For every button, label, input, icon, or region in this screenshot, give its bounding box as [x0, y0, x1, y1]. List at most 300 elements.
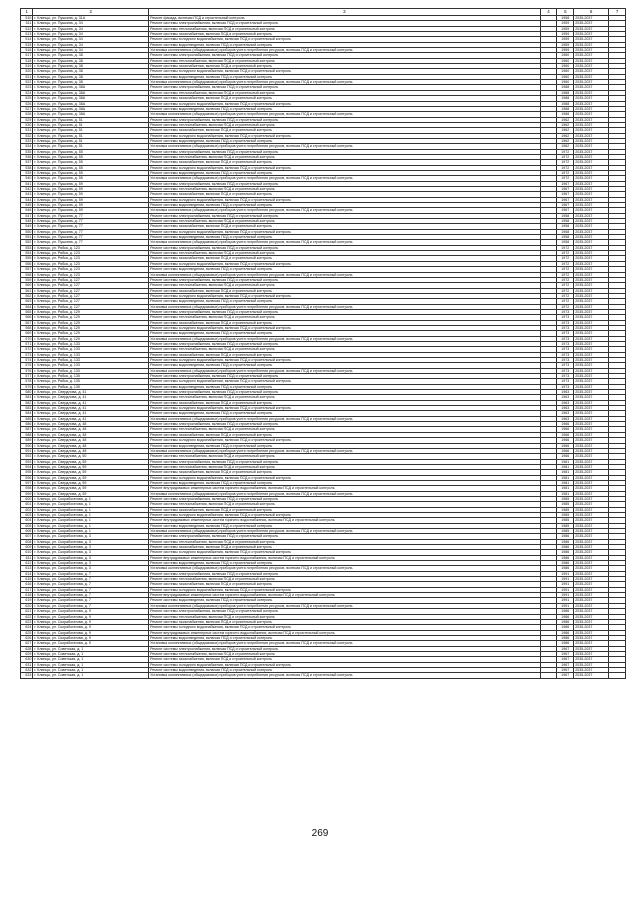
address-cell: г. Клинцы, ул. Свердлова, д. 59	[33, 464, 149, 469]
work-type-cell: Ремонт системы холодного водоснабжения, включая ПСД и строительный контроль	[149, 550, 540, 555]
row-number-cell: 513	[21, 32, 33, 37]
address-cell: г. Клинцы, ул. Свердлова, д. 48	[33, 438, 149, 443]
address-cell: г. Клинцы, ул. Пушкина, д. 77	[33, 240, 149, 245]
period-cell: 2035-2037	[574, 416, 609, 421]
work-type-cell: Установка коллективных (общедомовых) приборов учета потребления ресурсов, включая ПСД и строительный контроль	[149, 176, 540, 181]
row-number-cell: 510	[21, 16, 33, 21]
period-cell: 2035-2037	[574, 470, 609, 475]
address-cell: г. Клинцы, ул. Свердлова, д. 41	[33, 395, 149, 400]
period-cell: 2035-2037	[574, 58, 609, 63]
period-cell: 2035-2037	[574, 582, 609, 587]
work-type-cell: Ремонт системы холодного водоснабжения, включая ПСД и строительный контроль	[149, 229, 540, 234]
period-cell: 2035-2037	[574, 507, 609, 512]
year-cell: 1988	[557, 112, 574, 117]
row-number-cell: 518	[21, 58, 33, 63]
year-cell: 1959	[557, 26, 574, 31]
year-cell: 1991	[557, 603, 574, 608]
year-cell: 1960	[557, 74, 574, 79]
year-cell: 1986	[557, 619, 574, 624]
row-number-cell: 512	[21, 26, 33, 31]
row-number-cell: 569	[21, 331, 33, 336]
year-cell: 1981	[557, 491, 574, 496]
row-number-cell: 533	[21, 138, 33, 143]
address-cell: г. Клинцы, ул. Скорабогатова, д. 7	[33, 577, 149, 582]
row-number-cell: 603	[21, 512, 33, 517]
year-cell: 1986	[557, 550, 574, 555]
row-number-cell: 628	[21, 646, 33, 651]
row-number-cell: 558	[21, 272, 33, 277]
period-cell: 2035-2037	[574, 566, 609, 571]
address-cell: г. Клинцы, ул. Свердлова, д. 41	[33, 390, 149, 395]
year-cell: 1991	[557, 571, 574, 576]
period-cell: 2035-2037	[574, 16, 609, 21]
row-number-cell: 555	[21, 256, 33, 261]
address-cell: г. Клинцы, ул. Рябка, д. 123	[33, 267, 149, 272]
row-number-cell: 593	[21, 459, 33, 464]
period-cell: 2035-2037	[574, 539, 609, 544]
address-cell: г. Клинцы, ул. Свердлова, д. 48	[33, 422, 149, 427]
year-cell: 1991	[557, 587, 574, 592]
work-type-cell: Ремонт системы холодного водоснабжения, включая ПСД и строительный контроль	[149, 662, 540, 667]
row-number-cell: 618	[21, 593, 33, 598]
work-type-cell: Ремонт системы холодного водоснабжения, включая ПСД и строительный контроль	[149, 261, 540, 266]
period-cell: 2035-2037	[574, 304, 609, 309]
work-type-cell: Установка коллективных (общедомовых) приборов учета потребления ресурсов, включая ПСД и строительный контроль	[149, 80, 540, 85]
year-cell: 1981	[557, 486, 574, 491]
address-cell: г. Клинцы, ул. Пушкина, д. 51	[33, 128, 149, 133]
work-type-cell: Ремонт системы холодного водоснабжения, включая ПСД и строительный контроль	[149, 379, 540, 384]
row-number-cell: 595	[21, 470, 33, 475]
address-cell: г. Клинцы, ул. Рябка, д. 133	[33, 368, 149, 373]
period-cell: 2035-2037	[574, 192, 609, 197]
year-cell: 1967	[557, 197, 574, 202]
year-cell: 1986	[557, 561, 574, 566]
period-cell: 2035-2037	[574, 603, 609, 608]
work-type-cell: Ремонт системы водоотведения, включая ПСД и строительный контроль	[149, 331, 540, 336]
period-cell: 2035-2037	[574, 432, 609, 437]
year-cell: 1960	[557, 80, 574, 85]
work-type-cell: Ремонт системы электроснабжения, включая ПСД и строительный контроль	[149, 245, 540, 250]
period-cell: 2035-2037	[574, 256, 609, 261]
work-type-cell: Ремонт системы теплоснабжения, включая ПСД и строительный контроль	[149, 651, 540, 656]
address-cell: г. Клинцы, ул. Скорабогатова, д. 7	[33, 571, 149, 576]
period-cell: 2035-2037	[574, 170, 609, 175]
year-cell: 1973	[557, 331, 574, 336]
period-cell: 2035-2037	[574, 320, 609, 325]
year-cell: 1958	[557, 229, 574, 234]
row-number-cell: 624	[21, 625, 33, 630]
header-col-5: 5	[557, 9, 574, 16]
address-cell: г. Клинцы, ул. Советская, д. 1	[33, 657, 149, 662]
row-number-cell: 614	[21, 571, 33, 576]
work-type-cell: Ремонт системы электроснабжения, включая ПСД и строительный контроль	[149, 609, 540, 614]
work-type-cell: Установка коллективных (общедомовых) приборов учета потребления ресурсов, включая ПСД и строительный контроль	[149, 448, 540, 453]
work-type-cell: Ремонт системы теплоснабжения, включая ПСД и строительный контроль	[149, 614, 540, 619]
year-cell: 1958	[557, 213, 574, 218]
row-number-cell: 625	[21, 630, 33, 635]
work-type-cell: Ремонт системы газоснабжения, включая ПСД и строительный контроль	[149, 64, 540, 69]
year-cell: 1966	[557, 448, 574, 453]
address-cell: г. Клинцы, ул. Рябка, д. 127	[33, 293, 149, 298]
work-type-cell: Ремонт внутридомовых инженерных систем горячего водоснабжения, включая ПСД и строительный контроль	[149, 555, 540, 560]
work-type-cell: Ремонт системы холодного водоснабжения, включая ПСД и строительный контроль	[149, 438, 540, 443]
row-number-cell: 514	[21, 37, 33, 42]
period-cell: 2035-2037	[574, 619, 609, 624]
work-type-cell: Ремонт системы холодного водоснабжения, включая ПСД и строительный контроль	[149, 165, 540, 170]
year-cell: 1958	[557, 224, 574, 229]
address-cell: г. Клинцы, ул. Скорабогатова, д. 7	[33, 587, 149, 592]
work-type-cell: Установка коллективных (общедомовых) приборов учета потребления ресурсов, включая ПСД и строительный контроль	[149, 336, 540, 341]
work-type-cell: Ремонт системы газоснабжения, включая ПСД и строительный контроль	[149, 582, 540, 587]
period-cell: 2035-2037	[574, 240, 609, 245]
period-cell: 2035-2037	[574, 651, 609, 656]
row-number-cell: 610	[21, 550, 33, 555]
year-cell: 1962	[557, 117, 574, 122]
year-cell: 1973	[557, 384, 574, 389]
work-type-cell: Ремонт фасада, включая ПСД и строительный контроль	[149, 16, 540, 21]
address-cell: г. Клинцы, ул. Пушкина, д. 59	[33, 181, 149, 186]
year-cell: 1962	[557, 138, 574, 143]
period-cell: 2035-2037	[574, 138, 609, 143]
year-cell: 1966	[557, 422, 574, 427]
year-cell: 1962	[557, 133, 574, 138]
address-cell: г. Клинцы, ул. Скорабогатова, д. 9	[33, 625, 149, 630]
row-number-cell: 539	[21, 170, 33, 175]
period-cell: 2035-2037	[574, 443, 609, 448]
work-type-cell: Ремонт системы газоснабжения, включая ПСД и строительный контроль	[149, 432, 540, 437]
work-type-cell: Ремонт системы газоснабжения, включая ПСД и строительный контроль	[149, 619, 540, 624]
period-cell: 2035-2037	[574, 422, 609, 427]
work-type-cell: Ремонт системы газоснабжения, включая ПСД и строительный контроль	[149, 192, 540, 197]
year-cell: 1967	[557, 192, 574, 197]
period-cell: 2035-2037	[574, 625, 609, 630]
row-number-cell: 587	[21, 427, 33, 432]
year-cell: 1958	[557, 16, 574, 21]
period-cell: 2035-2037	[574, 609, 609, 614]
period-cell: 2035-2037	[574, 37, 609, 42]
year-cell: 1988	[557, 106, 574, 111]
address-cell: г. Клинцы, ул. Рябка, д. 127	[33, 277, 149, 282]
row-number-cell: 560	[21, 283, 33, 288]
address-cell: г. Клинцы, ул. Рябка, д. 133	[33, 363, 149, 368]
address-cell: г. Клинцы, ул. Свердлова, д. 48	[33, 443, 149, 448]
year-cell: 1958	[557, 219, 574, 224]
year-cell: 1972	[557, 176, 574, 181]
work-type-cell: Установка коллективных (общедомовых) приборов учета потребления ресурсов, включая ПСД и строительный контроль	[149, 112, 540, 117]
period-cell: 2035-2037	[574, 272, 609, 277]
work-type-cell: Установка коллективных (общедомовых) приборов учета потребления ресурсов, включая ПСД и строительный контроль	[149, 603, 540, 608]
year-cell: 1973	[557, 341, 574, 346]
table-body	[21, 16, 626, 679]
year-cell: 1958	[557, 240, 574, 245]
row-number-cell: 619	[21, 598, 33, 603]
year-cell: 1985	[557, 496, 574, 501]
year-cell: 1972	[557, 283, 574, 288]
address-cell: г. Клинцы, ул. Скорабогатова, д. 1	[33, 502, 149, 507]
year-cell: 1986	[557, 534, 574, 539]
row-number-cell: 617	[21, 587, 33, 592]
year-cell: 1973	[557, 352, 574, 357]
header-col-4: 4	[540, 9, 557, 16]
work-type-cell: Ремонт системы теплоснабжения, включая ПСД и строительный контроль	[149, 577, 540, 582]
period-cell: 2035-2037	[574, 331, 609, 336]
work-type-cell: Установка коллективных (общедомовых) приборов учета потребления ресурсов, включая ПСД и строительный контроль	[149, 673, 540, 678]
period-cell: 2035-2037	[574, 545, 609, 550]
work-type-cell: Ремонт системы теплоснабжения, включая ПСД и строительный контроль	[149, 187, 540, 192]
work-type-cell: Ремонт системы водоотведения, включая ПСД и строительный контроль	[149, 480, 540, 485]
work-type-cell: Ремонт системы газоснабжения, включая ПСД и строительный контроль	[149, 470, 540, 475]
work-type-cell: Ремонт системы газоснабжения, включая ПСД и строительный контроль	[149, 507, 540, 512]
row-number-cell: 632	[21, 667, 33, 672]
work-type-cell: Ремонт системы водоотведения, включая ПСД и строительный контроль	[149, 598, 540, 603]
row-number-cell: 537	[21, 160, 33, 165]
row-number-cell: 574	[21, 358, 33, 363]
work-type-cell: Установка коллективных (общедомовых) приборов учета потребления ресурсов, включая ПСД и строительный контроль	[149, 416, 540, 421]
row-number-cell: 606	[21, 529, 33, 534]
row-number-cell: 524	[21, 90, 33, 95]
period-cell: 2035-2037	[574, 112, 609, 117]
header-col-6: 6	[574, 9, 609, 16]
header-col-7: 7	[609, 9, 626, 16]
row-number-cell: 563	[21, 299, 33, 304]
work-type-cell: Ремонт системы электроснабжения, включая ПСД и строительный контроль	[149, 181, 540, 186]
work-type-cell: Ремонт системы электроснабжения, включая ПСД и строительный контроль	[149, 534, 540, 539]
row-number-cell: 544	[21, 197, 33, 202]
address-cell: г. Клинцы, ул. Пушкина, д. 51	[33, 144, 149, 149]
row-number-cell: 551	[21, 235, 33, 240]
row-number-cell: 622	[21, 614, 33, 619]
period-cell: 2035-2037	[574, 283, 609, 288]
period-cell: 2035-2037	[574, 106, 609, 111]
work-type-cell: Ремонт системы газоснабжения, включая ПСД и строительный контроль	[149, 160, 540, 165]
period-cell: 2035-2037	[574, 96, 609, 101]
year-cell: 1972	[557, 293, 574, 298]
address-cell: г. Клинцы, ул. Пушкина, д. 38А	[33, 90, 149, 95]
row-number-cell: 604	[21, 518, 33, 523]
period-cell: 2035-2037	[574, 630, 609, 635]
address-cell: г. Клинцы, ул. Пушкина, д. 34	[33, 42, 149, 47]
period-cell: 2035-2037	[574, 454, 609, 459]
period-cell: 2035-2037	[574, 213, 609, 218]
work-type-cell: Ремонт системы водоотведения, включая ПСД и строительный контроль	[149, 74, 540, 79]
period-cell: 2035-2037	[574, 496, 609, 501]
year-cell: 1967	[557, 181, 574, 186]
work-type-cell: Ремонт системы газоснабжения, включая ПСД и строительный контроль	[149, 256, 540, 261]
work-type-cell: Ремонт системы водоотведения, включая ПСД и строительный контроль	[149, 384, 540, 389]
address-cell: г. Клинцы, ул. Рябка, д. 133	[33, 341, 149, 346]
period-cell: 2035-2037	[574, 459, 609, 464]
period-cell: 2035-2037	[574, 523, 609, 528]
year-cell: 1986	[557, 555, 574, 560]
year-cell: 1962	[557, 122, 574, 127]
row-number-cell: 592	[21, 454, 33, 459]
period-cell: 2035-2037	[574, 662, 609, 667]
period-cell: 2035-2037	[574, 229, 609, 234]
year-cell: 1960	[557, 69, 574, 74]
year-cell: 1972	[557, 304, 574, 309]
address-cell: г. Клинцы, ул. Рябка, д. 127	[33, 299, 149, 304]
address-cell: г. Клинцы, ул. Рябка, д. 123	[33, 245, 149, 250]
work-type-cell: Ремонт системы водоотведения, включая ПСД и строительный контроль	[149, 299, 540, 304]
row-number-cell: 520	[21, 69, 33, 74]
period-cell: 2035-2037	[574, 635, 609, 640]
row-number-cell: 577	[21, 374, 33, 379]
year-cell: 1985	[557, 529, 574, 534]
period-cell: 2035-2037	[574, 48, 609, 53]
row-number-cell: 602	[21, 507, 33, 512]
row-number-cell: 548	[21, 219, 33, 224]
work-type-cell: Ремонт системы теплоснабжения, включая ПСД и строительный контроль	[149, 251, 540, 256]
period-cell: 2035-2037	[574, 288, 609, 293]
address-cell: г. Клинцы, ул. Скорабогатова, д. 9	[33, 635, 149, 640]
row-number-cell: 541	[21, 181, 33, 186]
period-cell: 2035-2037	[574, 486, 609, 491]
address-cell: г. Клинцы, ул. Скорабогатова, д. 9	[33, 609, 149, 614]
year-cell: 1963	[557, 400, 574, 405]
work-type-cell: Ремонт системы электроснабжения, включая ПСД и строительный контроль	[149, 496, 540, 501]
row-number-cell: 581	[21, 395, 33, 400]
row-number-cell: 511	[21, 21, 33, 26]
address-cell: г. Клинцы, ул. Свердлова, д. 59	[33, 480, 149, 485]
period-cell: 2035-2037	[574, 21, 609, 26]
period-cell: 2035-2037	[574, 384, 609, 389]
work-type-cell: Ремонт системы водоотведения, включая ПСД и строительный контроль	[149, 523, 540, 528]
work-type-cell: Ремонт системы теплоснабжения, включая ПСД и строительный контроль	[149, 395, 540, 400]
year-cell: 1966	[557, 443, 574, 448]
period-cell: 2035-2037	[574, 550, 609, 555]
year-cell: 1985	[557, 512, 574, 517]
row-number-cell: 597	[21, 480, 33, 485]
row-number-cell: 525	[21, 96, 33, 101]
row-number-cell: 594	[21, 464, 33, 469]
address-cell: г. Клинцы, ул. Свердлова, д. 48	[33, 432, 149, 437]
row-number-cell: 568	[21, 325, 33, 330]
year-cell: 1967	[557, 667, 574, 672]
row-number-cell: 585	[21, 416, 33, 421]
work-type-cell: Ремонт системы электроснабжения, включая ПСД и строительный контроль	[149, 374, 540, 379]
address-cell: г. Клинцы, ул. Скорабогатова, д. 1	[33, 529, 149, 534]
row-number-cell: 522	[21, 80, 33, 85]
year-cell: 1986	[557, 609, 574, 614]
row-number-cell: 578	[21, 379, 33, 384]
period-cell: 2035-2037	[574, 480, 609, 485]
period-cell: 2035-2037	[574, 32, 609, 37]
address-cell: г. Клинцы, ул. Пушкина, д. 59	[33, 197, 149, 202]
row-number-cell: 553	[21, 245, 33, 250]
address-cell: г. Клинцы, ул. Свердлова, д. 41	[33, 400, 149, 405]
row-number-cell: 528	[21, 112, 33, 117]
period-cell: 2035-2037	[574, 336, 609, 341]
work-type-cell: Установка коллективных (общедомовых) приборов учета потребления ресурсов, включая ПСД и строительный контроль	[149, 240, 540, 245]
address-cell: г. Клинцы, ул. Советская, д. 1	[33, 646, 149, 651]
row-number-cell: 582	[21, 400, 33, 405]
address-cell: г. Клинцы, ул. Рябка, д. 123	[33, 272, 149, 277]
row-number-cell: 600	[21, 496, 33, 501]
address-cell: г. Клинцы, ул. Скорабогатова, д. 1	[33, 512, 149, 517]
period-cell: 2035-2037	[574, 42, 609, 47]
row-number-cell: 559	[21, 277, 33, 282]
work-type-cell: Ремонт системы холодного водоснабжения, включая ПСД и строительный контроль	[149, 325, 540, 330]
row-number-cell: 573	[21, 352, 33, 357]
address-cell: г. Клинцы, ул. Скорабогатова, д. 3	[33, 555, 149, 560]
period-cell: 2035-2037	[574, 128, 609, 133]
work-type-cell: Ремонт системы электроснабжения, включая ПСД и строительный контроль	[149, 646, 540, 651]
row-number-cell: 571	[21, 341, 33, 346]
period-cell: 2035-2037	[574, 315, 609, 320]
page-number: 269	[311, 828, 329, 839]
row-number-cell: 611	[21, 555, 33, 560]
address-cell: г. Клинцы, ул. Скорабогатова, д. 1	[33, 518, 149, 523]
address-cell: г. Клинцы, ул. Рябка, д. 133	[33, 352, 149, 357]
period-cell: 2035-2037	[574, 69, 609, 74]
year-cell: 1972	[557, 149, 574, 154]
address-cell: г. Клинцы, ул. Пушкина, д. 38А	[33, 106, 149, 111]
year-cell: 1981	[557, 464, 574, 469]
year-cell: 1972	[557, 170, 574, 175]
address-cell: г. Клинцы, ул. Пушкина, д. 34	[33, 32, 149, 37]
work-type-cell: Установка коллективных (общедомовых) приборов учета потребления ресурсов, включая ПСД и строительный контроль	[149, 48, 540, 53]
year-cell: 1959	[557, 42, 574, 47]
work-type-cell: Ремонт системы водоотведения, включая ПСД и строительный контроль	[149, 235, 540, 240]
work-type-cell: Установка коллективных (общедомовых) приборов учета потребления ресурсов, включая ПСД и строительный контроль	[149, 529, 540, 534]
address-cell: г. Клинцы, ул. Пушкина, д. 38	[33, 74, 149, 79]
period-cell: 2035-2037	[574, 144, 609, 149]
row-number-cell: 608	[21, 539, 33, 544]
address-cell: г. Клинцы, ул. Пушкина, д. 77	[33, 224, 149, 229]
row-number-cell: 599	[21, 491, 33, 496]
row-number-cell: 543	[21, 192, 33, 197]
period-cell: 2035-2037	[574, 512, 609, 517]
year-cell: 1973	[557, 363, 574, 368]
work-type-cell: Ремонт системы электроснабжения, включая ПСД и строительный контроль	[149, 459, 540, 464]
year-cell: 1986	[557, 539, 574, 544]
period-cell: 2035-2037	[574, 341, 609, 346]
year-cell: 1973	[557, 315, 574, 320]
address-cell: г. Клинцы, ул. Скорабогатова, д. 7	[33, 603, 149, 608]
row-number-cell: 570	[21, 336, 33, 341]
work-type-cell: Ремонт системы электроснабжения, включая ПСД и строительный контроль	[149, 341, 540, 346]
row-number-cell: 552	[21, 240, 33, 245]
row-number-cell: 623	[21, 619, 33, 624]
work-type-cell: Ремонт системы теплоснабжения, включая ПСД и строительный контроль	[149, 219, 540, 224]
address-cell: г. Клинцы, ул. Пушкина, д. 77	[33, 213, 149, 218]
address-cell: г. Клинцы, ул. Свердлова, д. 59	[33, 470, 149, 475]
year-cell: 1972	[557, 288, 574, 293]
address-cell: г. Клинцы, ул. Свердлова, д. 59	[33, 459, 149, 464]
work-type-cell: Установка коллективных (общедомовых) приборов учета потребления ресурсов, включая ПСД и строительный контроль	[149, 566, 540, 571]
row-number-cell: 529	[21, 117, 33, 122]
year-cell: 1959	[557, 37, 574, 42]
row-number-cell: 591	[21, 448, 33, 453]
year-cell: 1986	[557, 625, 574, 630]
address-cell: г. Клинцы, ул. Рябка, д. 123	[33, 261, 149, 266]
work-type-cell: Ремонт внутридомовых инженерных систем горячего водоснабжения, включая ПСД и строительный контроль	[149, 486, 540, 491]
address-cell: г. Клинцы, ул. Пушкина, д. 77	[33, 229, 149, 234]
period-cell: 2035-2037	[574, 598, 609, 603]
address-cell: г. Клинцы, ул. Скорабогатова, д. 7	[33, 593, 149, 598]
period-cell: 2035-2037	[574, 667, 609, 672]
work-type-cell: Ремонт системы теплоснабжения, включая ПСД и строительный контроль	[149, 283, 540, 288]
period-cell: 2035-2037	[574, 299, 609, 304]
address-cell: г. Клинцы, ул. Рябка, д. 129	[33, 309, 149, 314]
address-cell: г. Клинцы, ул. Рябка, д. 133	[33, 358, 149, 363]
year-cell: 1959	[557, 48, 574, 53]
year-cell: 1959	[557, 21, 574, 26]
period-cell: 2035-2037	[574, 80, 609, 85]
year-cell: 1991	[557, 577, 574, 582]
period-cell: 2035-2037	[574, 502, 609, 507]
year-cell: 1972	[557, 277, 574, 282]
